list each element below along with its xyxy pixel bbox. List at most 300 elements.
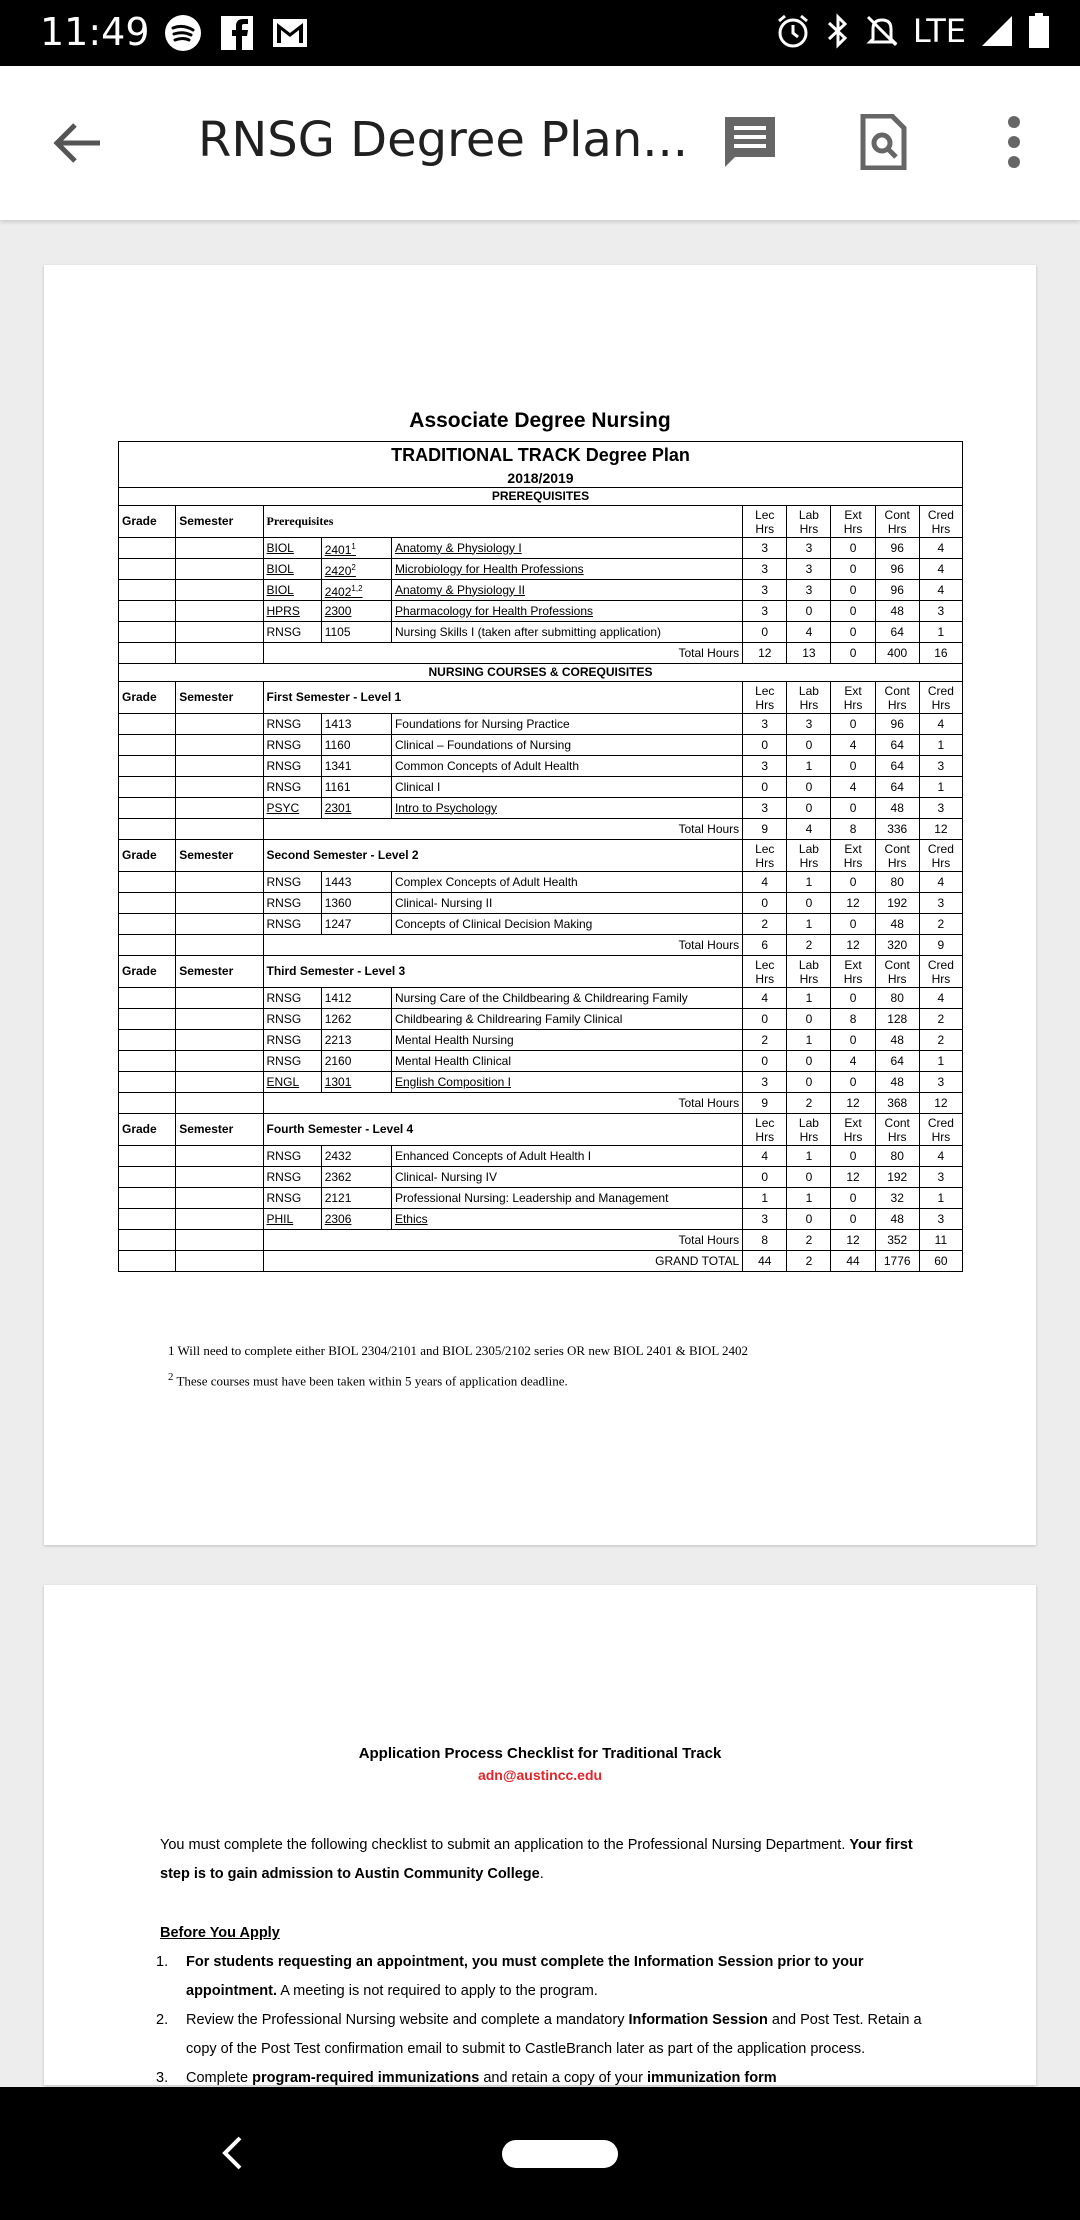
hours-ext: 0 [831,580,875,601]
total-cont: 368 [875,1093,919,1114]
grade-cell [119,714,176,735]
total-ext: 12 [831,1230,875,1251]
nursing-courses-header: NURSING COURSES & COREQUISITES [119,664,963,682]
total-hours-label: Total Hours [263,1093,743,1114]
semester-cell [176,601,263,622]
hours-lab: 1 [787,1030,831,1051]
hours-lab: 0 [787,1051,831,1072]
semester-2-label: Second Semester - Level 2 [263,840,743,872]
course-number-text: 2213 [324,1032,352,1047]
hours-lab: 0 [787,1209,831,1230]
hours-ext: 0 [831,988,875,1009]
course-title: Anatomy & Physiology I [391,538,742,559]
semester-cell [176,735,263,756]
hours-col-header-lec: Lec Hrs [743,682,787,714]
semester-cell [176,559,263,580]
grade-cell [119,538,176,559]
course-title: Foundations for Nursing Practice [391,714,742,735]
section-banner-row [119,664,963,682]
hours-ext: 4 [831,777,875,798]
hours-cred: 3 [919,798,962,819]
course-dept: RNSG [263,1146,321,1167]
semester-cell [176,798,263,819]
network-type: LTE [912,12,966,50]
hours-col-header-lab: Lab Hrs [787,682,831,714]
course-title: Clinical I [391,777,742,798]
hours-ext: 0 [831,601,875,622]
hours-cont: 48 [875,1209,919,1230]
total-lab: 2 [787,1230,831,1251]
checklist-item-3: 3. Complete program-required immunizations and retain a copy of your immunization form [156,2070,777,2086]
grade-col-header: Grade [119,682,176,714]
grade-cell [119,1051,176,1072]
nav-back-icon[interactable] [220,2135,244,2171]
course-dept: RNSG [263,1030,321,1051]
hours-lec: 0 [743,777,787,798]
facebook-icon [220,15,254,51]
semester-col-header: Semester [176,1114,263,1146]
grade-cell [119,580,176,601]
hours-lab: 0 [787,1167,831,1188]
course-number-text: 2301 [324,800,352,815]
signal-icon [980,14,1014,48]
status-time: 11:49 [40,10,150,54]
hours-cred: 1 [919,1051,962,1072]
hours-col-header-cred: Cred Hrs [919,682,962,714]
course-title: Microbiology for Health Professions [391,559,742,580]
hours-cred: 3 [919,756,962,777]
hours-lec: 3 [743,1209,787,1230]
hours-lec: 4 [743,872,787,893]
hours-ext: 0 [831,1030,875,1051]
course-number-text: 1341 [324,758,352,773]
course-number [321,988,391,1009]
hours-ext: 0 [831,1072,875,1093]
course-number [321,538,391,559]
course-row [119,622,963,643]
hours-ext: 0 [831,714,875,735]
course-row [119,1009,963,1030]
course-title: Clinical- Nursing IV [391,1167,742,1188]
semester-cell [176,622,263,643]
checklist-item-1: 1. For students requesting an appointment, you must complete the Information Session prior to your appointment. A meeting is not required to apply to the program. [156,1954,864,1999]
grade-cell [119,798,176,819]
total-lab: 4 [787,819,831,840]
course-number-text: 2401 [324,542,352,557]
total-cred: 16 [919,643,962,664]
course-row [119,777,963,798]
hours-lab: 0 [787,601,831,622]
hours-col-header-cred: Cred Hrs [919,956,962,988]
course-dept: RNSG [263,622,321,643]
grade-cell [119,643,176,664]
footnote-marker: 1 [351,541,356,551]
grade-cell [119,559,176,580]
hours-cred: 4 [919,538,962,559]
course-number [321,580,391,601]
hours-col-header-lec: Lec Hrs [743,1114,787,1146]
hours-cred: 1 [919,622,962,643]
hours-cont: 96 [875,559,919,580]
spotify-icon [164,14,202,52]
course-dept: RNSG [263,872,321,893]
hours-cred: 2 [919,914,962,935]
hours-cont: 80 [875,988,919,1009]
grand-total-cont: 1776 [875,1251,919,1272]
hours-col-header-ext: Ext Hrs [831,682,875,714]
hours-cred: 4 [919,1146,962,1167]
hours-cont: 64 [875,735,919,756]
hours-cont: 96 [875,538,919,559]
course-title: Anatomy & Physiology II [391,580,742,601]
course-row [119,1167,963,1188]
course-number-text: 1105 [324,624,351,639]
alarm-icon [775,13,811,49]
hours-col-header-lab: Lab Hrs [787,1114,831,1146]
hours-col-header-cont: Cont Hrs [875,682,919,714]
course-number-text: 1360 [324,895,352,910]
course-row [119,1146,963,1167]
before-you-apply-heading: Before You Apply [160,1925,280,1941]
section-header-row [119,840,963,872]
total-cred: 12 [919,819,962,840]
hours-cred: 2 [919,1030,962,1051]
hours-lab: 3 [787,559,831,580]
grade-cell [119,914,176,935]
total-hours-label: Total Hours [263,935,743,956]
hours-cont: 64 [875,622,919,643]
total-hours-row [119,643,963,664]
total-cont: 336 [875,819,919,840]
course-row [119,559,963,580]
grade-cell [119,1188,176,1209]
hours-lab: 1 [787,914,831,935]
semester-cell [176,935,263,956]
total-ext: 0 [831,643,875,664]
course-row [119,988,963,1009]
course-row [119,714,963,735]
hours-lec: 3 [743,1072,787,1093]
course-row [119,872,963,893]
course-number-text: 1412 [324,990,352,1005]
course-dept: RNSG [263,893,321,914]
total-lec: 9 [743,1093,787,1114]
course-dept: BIOL [263,559,321,580]
hours-col-header-lab: Lab Hrs [787,840,831,872]
hours-cred: 4 [919,559,962,580]
course-number [321,714,391,735]
semester-cell [176,988,263,1009]
checklist-title: Application Process Checklist for Traditional Track [358,1745,722,1762]
hours-lab: 1 [787,1188,831,1209]
hours-ext: 0 [831,559,875,580]
grade-cell [119,1230,176,1251]
semester-cell [176,893,263,914]
total-hours-row [119,1093,963,1114]
total-cred: 9 [919,935,962,956]
hours-cred: 3 [919,1209,962,1230]
hours-cont: 48 [875,601,919,622]
total-hours-row [119,819,963,840]
hours-lec: 0 [743,735,787,756]
hours-lec: 3 [743,601,787,622]
semester-1-label: First Semester - Level 1 [263,682,743,714]
course-title: Clinical- Nursing II [391,893,742,914]
course-number-text: 2300 [324,603,352,618]
semester-cell [176,777,263,798]
grade-cell [119,735,176,756]
course-row [119,580,963,601]
total-hours-row [119,935,963,956]
hours-cont: 48 [875,798,919,819]
course-dept: RNSG [263,1167,321,1188]
hours-lab: 0 [787,1072,831,1093]
total-lec: 6 [743,935,787,956]
grade-col-header: Grade [119,840,176,872]
comment-icon[interactable] [722,114,778,170]
course-number-text: 1443 [324,874,352,889]
grand-total-lec: 44 [743,1251,787,1272]
grade-cell [119,872,176,893]
hours-col-header-lec: Lec Hrs [743,840,787,872]
course-title: Common Concepts of Adult Health [391,756,742,777]
course-title: Nursing Skills I (taken after submitting application) [391,622,742,643]
course-dept: PSYC [263,798,321,819]
semester-col-header: Semester [176,682,263,714]
track-year: 2018/2019 [119,470,963,488]
course-dept: ENGL [263,1072,321,1093]
home-pill-button[interactable] [502,2140,618,2168]
hours-cont: 32 [875,1188,919,1209]
grade-cell [119,601,176,622]
hours-col-header-lec: Lec Hrs [743,956,787,988]
course-number [321,893,391,914]
grade-col-header: Grade [119,506,176,538]
course-number [321,777,391,798]
semester-cell [176,756,263,777]
hours-lec: 1 [743,1188,787,1209]
hours-cont: 64 [875,777,919,798]
grade-cell [119,893,176,914]
hours-cred: 1 [919,777,962,798]
hours-cred: 3 [919,601,962,622]
course-number [321,1146,391,1167]
course-row [119,601,963,622]
hours-lab: 0 [787,735,831,756]
semester-cell [176,1072,263,1093]
hours-ext: 0 [831,1188,875,1209]
hours-ext: 4 [831,735,875,756]
semester-cell [176,914,263,935]
grand-total-lab: 2 [787,1251,831,1272]
app-bar [0,66,1080,220]
course-number [321,1030,391,1051]
find-in-page-icon[interactable] [858,114,908,170]
total-cred: 12 [919,1093,962,1114]
hours-col-header-ext: Ext Hrs [831,506,875,538]
hours-lec: 3 [743,580,787,601]
hours-lab: 1 [787,756,831,777]
hours-cont: 80 [875,872,919,893]
hours-ext: 0 [831,1146,875,1167]
hours-lab: 3 [787,538,831,559]
hours-lec: 3 [743,756,787,777]
section-header-row [119,956,963,988]
course-number [321,1051,391,1072]
semester-cell [176,1188,263,1209]
hours-lab: 1 [787,872,831,893]
course-dept: BIOL [263,538,321,559]
course-title: Mental Health Nursing [391,1030,742,1051]
hours-ext: 0 [831,622,875,643]
hours-col-header-cred: Cred Hrs [919,840,962,872]
hours-lec: 3 [743,798,787,819]
hours-cred: 4 [919,872,962,893]
hours-col-header-cred: Cred Hrs [919,506,962,538]
checklist-email-link[interactable]: adn@austincc.edu [477,1767,603,1783]
total-lec: 8 [743,1230,787,1251]
course-dept: RNSG [263,777,321,798]
gmail-icon [272,18,308,48]
course-number [321,1072,391,1093]
hours-col-header-lab: Lab Hrs [787,956,831,988]
course-number [321,798,391,819]
semester-cell [176,1209,263,1230]
hours-ext: 0 [831,538,875,559]
total-ext: 8 [831,819,875,840]
semester-cell [176,538,263,559]
grade-cell [119,756,176,777]
hours-lab: 0 [787,798,831,819]
hours-col-header-ext: Ext Hrs [831,1114,875,1146]
document-page-2 [44,1585,1036,2085]
hours-cred: 4 [919,580,962,601]
course-row [119,756,963,777]
hours-ext: 0 [831,756,875,777]
course-number [321,756,391,777]
semester-3-label: Third Semester - Level 3 [263,956,743,988]
course-row [119,1209,963,1230]
hours-cred: 3 [919,893,962,914]
course-row [119,893,963,914]
hours-lec: 0 [743,893,787,914]
hours-lec: 3 [743,538,787,559]
hours-lab: 3 [787,580,831,601]
course-number-text: 2121 [324,1190,352,1205]
hours-lab: 0 [787,777,831,798]
hours-cont: 96 [875,580,919,601]
hours-ext: 12 [831,893,875,914]
footnote-marker: 2 [351,562,356,572]
hours-col-header-ext: Ext Hrs [831,840,875,872]
grade-cell [119,988,176,1009]
course-row [119,1072,963,1093]
semester-cell [176,1251,263,1272]
grade-col-header: Grade [119,1114,176,1146]
grand-total-ext: 44 [831,1251,875,1272]
hours-lab: 4 [787,622,831,643]
grade-cell [119,1146,176,1167]
back-arrow-icon[interactable] [50,118,104,168]
hours-lab: 0 [787,1009,831,1030]
course-title: Intro to Psychology [391,798,742,819]
grade-cell [119,935,176,956]
footnote-2-mark: 2 [168,1371,174,1383]
total-cred: 11 [919,1230,962,1251]
hours-cont: 128 [875,1009,919,1030]
semester-4-label: Fourth Semester - Level 4 [263,1114,743,1146]
course-title: Complex Concepts of Adult Health [391,872,742,893]
course-dept: RNSG [263,988,321,1009]
total-cont: 400 [875,643,919,664]
semester-cell [176,1051,263,1072]
total-lab: 2 [787,935,831,956]
course-dept: RNSG [263,1051,321,1072]
doc-main-title: Associate Degree Nursing [409,409,671,432]
total-lab: 13 [787,643,831,664]
document-title: RNSG Degree Plan... [198,112,689,168]
total-ext: 12 [831,1093,875,1114]
hours-col-header-cont: Cont Hrs [875,956,919,988]
course-dept: RNSG [263,1188,321,1209]
total-cont: 320 [875,935,919,956]
status-bar [0,0,1080,66]
hours-col-header-lab: Lab Hrs [787,506,831,538]
course-title: Ethics [391,1209,742,1230]
semester-cell [176,1009,263,1030]
grade-cell [119,819,176,840]
semester-col-header: Semester [176,956,263,988]
footnote-marker: 1,2 [351,583,363,593]
total-hours-label: Total Hours [263,819,743,840]
semester-cell [176,580,263,601]
hours-cred: 2 [919,1009,962,1030]
semester-cell [176,1167,263,1188]
bluetooth-icon [825,13,851,49]
semester-cell [176,643,263,664]
total-hours-label: Total Hours [263,643,743,664]
semester-col-header: Semester [176,840,263,872]
total-lec: 9 [743,819,787,840]
hours-lec: 0 [743,1167,787,1188]
checklist-intro: You must complete the following checklist to submit an application to the Professional Nursing Department. Your first step is to gain admission to Austin Community College. [160,1837,913,1882]
course-dept: RNSG [263,714,321,735]
course-number [321,622,391,643]
hours-ext: 0 [831,798,875,819]
section-header-row [119,682,963,714]
grade-cell [119,622,176,643]
more-options-icon[interactable] [1000,114,1028,170]
course-title: Professional Nursing: Leadership and Management [391,1188,742,1209]
hours-cont: 80 [875,1146,919,1167]
degree-plan-table [118,441,963,1272]
hours-cont: 96 [875,714,919,735]
course-number [321,1209,391,1230]
total-lec: 12 [743,643,787,664]
total-ext: 12 [831,935,875,956]
hours-col-header-cont: Cont Hrs [875,840,919,872]
section-header-row [119,1114,963,1146]
grade-cell [119,1251,176,1272]
grade-cell [119,777,176,798]
hours-lab: 1 [787,988,831,1009]
hours-lec: 2 [743,914,787,935]
course-dept: BIOL [263,580,321,601]
course-row [119,735,963,756]
course-number-text: 1262 [324,1011,352,1026]
course-title: Mental Health Clinical [391,1051,742,1072]
hours-ext: 12 [831,1167,875,1188]
